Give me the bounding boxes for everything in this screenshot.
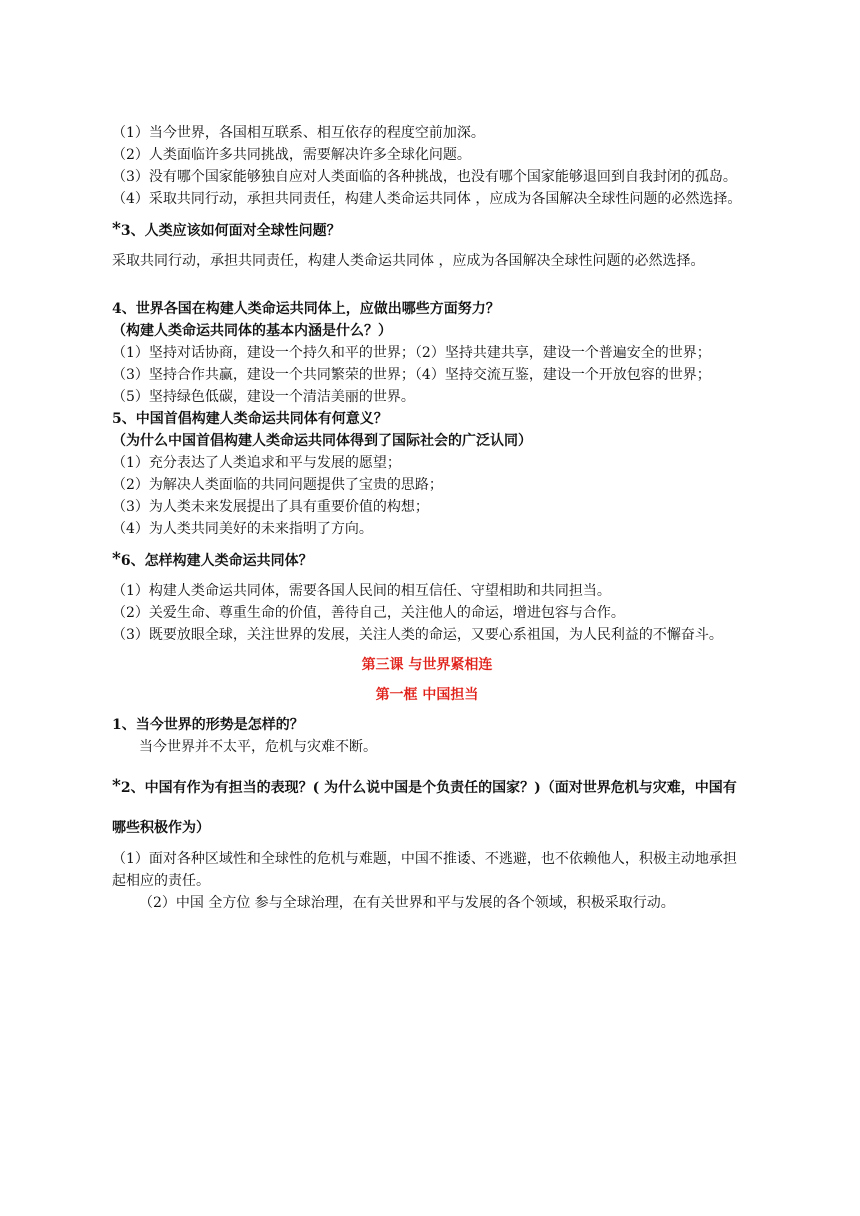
question-4-line-1: （1）坚持对话协商，建设一个持久和平的世界；（2）坚持共建共享，建设一个普遍安全的世界； xyxy=(112,345,711,361)
question-3-answer: 采取共同行动，承担共同责任，构建人类命运共同体 ，应成为各国解决全球性问题的必然选择。 xyxy=(112,253,705,269)
point-2: （2）人类面临许多共同挑战，需要解决许多全球化问题。 xyxy=(112,147,471,163)
point-1: （1）当今世界，各国相互联系、相互依存的程度空前加深。 xyxy=(112,125,485,141)
question-5-subtitle: （为什么中国首倡构建人类命运共同体得到了国际社会的广泛认同） xyxy=(112,433,532,449)
section-title: 第一框 中国担当 xyxy=(375,687,479,703)
question-5-line-3: （3）为人类未来发展提出了具有重要价值的构想； xyxy=(112,499,429,515)
question-3-heading xyxy=(112,218,742,242)
point-3: （3）没有哪个国家能够独自应对人类面临的各种挑战，也没有哪个国家能够退回到自我封闭的孤岛。 xyxy=(112,169,737,185)
question-6-title: 6、怎样构建人类命运共同体？ xyxy=(120,553,313,569)
key-point-star: * xyxy=(112,549,121,569)
question-4-subtitle: （构建人类命运共同体的基本内涵是什么？） xyxy=(112,323,392,339)
question-5-line-2: （2）为解决人类面临的共同问题提供了宝贵的思路； xyxy=(112,477,443,493)
section-question-1-answer: 当今世界并不太平，危机与灾难不断。 xyxy=(139,739,377,755)
question-5-line-1: （1）充分表达了人类追求和平与发展的愿望； xyxy=(112,455,401,471)
lesson-title: 第三课 与世界紧相连 xyxy=(361,657,493,673)
question-3-title: 3、人类应该如何面对全球性问题？ xyxy=(120,223,341,239)
key-point-star: * xyxy=(112,219,121,239)
section-question-2-line-2: （2）中国 全方位 参与全球治理，在有关世界和平与发展的各个领域，积极采取行动。 xyxy=(139,895,675,911)
question-6-line-2: （2）关爱生命、尊重生命的价值，善待自己，关注他人的命运，增进包容与合作。 xyxy=(112,605,625,621)
question-5-line-4: （4）为人类共同美好的未来指明了方向。 xyxy=(112,521,373,537)
question-4-title: 4、世界各国在构建人类命运共同体上，应做出哪些方面努力？ xyxy=(112,301,500,317)
question-5-title: 5、中国首倡构建人类命运共同体有何意义？ xyxy=(112,411,388,427)
document-page xyxy=(112,122,742,914)
question-6-heading xyxy=(112,548,742,572)
section-question-1-title: 1、当今世界的形势是怎样的？ xyxy=(112,717,304,733)
question-6-line-1: （1）构建人类命运共同体，需要各国人民间的相互信任、守望相助和共同担当。 xyxy=(112,583,611,599)
key-point-star: * xyxy=(112,776,121,796)
section-question-2-title: 2、中国有作为有担当的表现？( 为什么说中国是个负责任的国家？)（面对世界危机与灾难，中国有哪些积极作为） xyxy=(112,780,737,836)
question-4-line-3: （5）坚持绿色低碳，建设一个清洁美丽的世界。 xyxy=(112,389,415,405)
section-question-2-line-1: （1）面对各种区域性和全球性的危机与难题，中国不推诿、不逃避，也不依赖他人，积极主动地承担起相应的责任。 xyxy=(112,851,737,889)
section-question-2-heading xyxy=(112,766,742,848)
question-6-line-3: （3）既要放眼全球，关注世界的发展，关注人类的命运，又要心系祖国，为人民利益的不懈奋斗。 xyxy=(112,627,723,643)
point-4: （4）采取共同行动，承担共同责任，构建人类命运共同体 ，应成为各国解决全球性问题的必然选择。 xyxy=(112,191,742,207)
question-4-line-2: （3）坚持合作共赢，建设一个共同繁荣的世界；（4）坚持交流互鉴，建设一个开放包容的世界； xyxy=(112,367,711,383)
